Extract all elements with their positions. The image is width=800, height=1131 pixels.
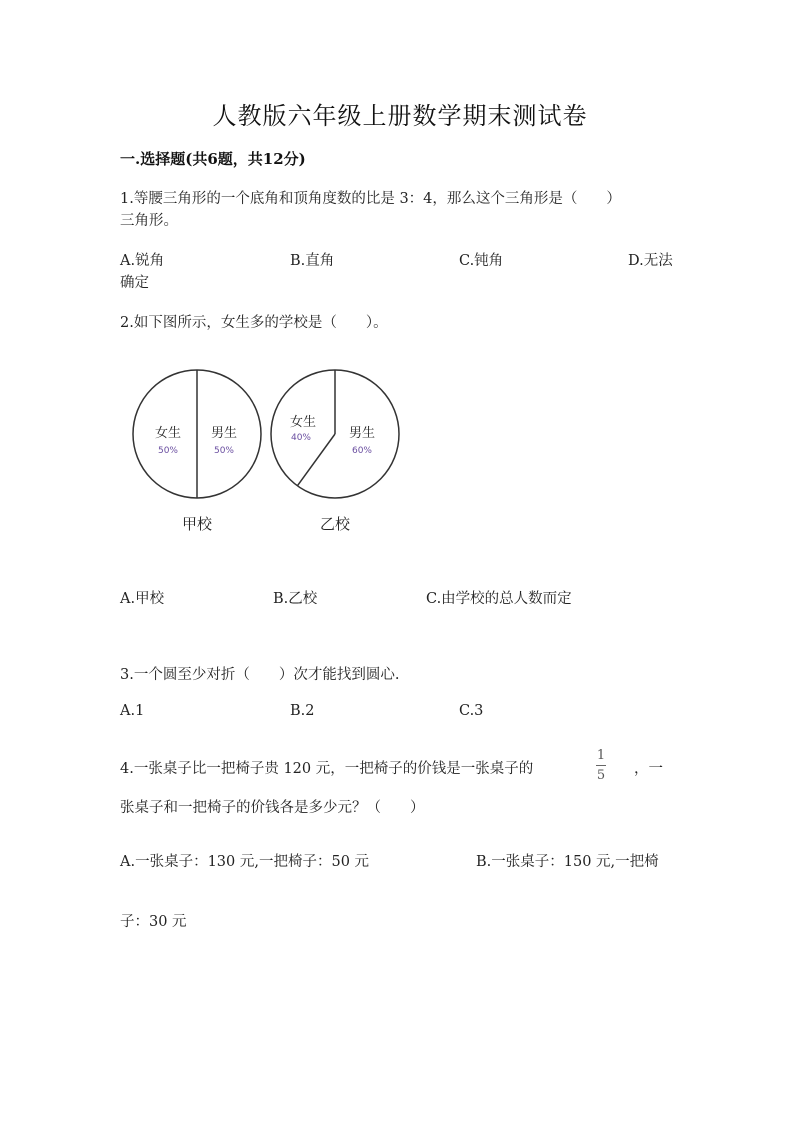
- q1-option-b: B.直角: [290, 253, 335, 269]
- left-pie-boys-label: 男生: [210, 426, 238, 441]
- fraction-one-fifth: [596, 749, 606, 782]
- q2-option-a: A.甲校: [120, 591, 165, 607]
- question-1-text: 1.等腰三角形的一个底角和顶角度数的比是 3：4，那么这个三角形是（ ）: [120, 191, 621, 207]
- question-4-text-cont: 张桌子和一把椅子的价钱各是多少元？（ ）: [120, 800, 425, 816]
- right-pie-girls-pct: 40%: [290, 433, 312, 443]
- q4-option-a: A.一张桌子：130 元,一把椅子：50 元: [120, 854, 370, 870]
- right-pie-boys-label: 男生: [348, 426, 376, 441]
- question-3-text: 3.一个圆至少对折（ ）次才能找到圆心.: [120, 667, 400, 683]
- q1-option-a: A.锐角: [120, 253, 165, 269]
- q1-option-d: D.无法: [628, 253, 673, 269]
- pie-charts-figure: [120, 360, 400, 545]
- q3-option-c: C.3: [459, 703, 484, 719]
- right-pie-caption: 乙校: [319, 515, 351, 533]
- question-1-text-cont: 三角形。: [120, 213, 178, 229]
- fraction-bar: [596, 765, 606, 766]
- question-4-text: 4.一张桌子比一把椅子贵 120 元，一把椅子的价钱是一张桌子的: [120, 761, 534, 777]
- right-pie-boys-pct: 60%: [351, 446, 373, 456]
- left-pie-girls-pct: 50%: [157, 446, 179, 456]
- right-pie-girls-label: 女生: [289, 415, 317, 430]
- q1-option-d-cont: 确定: [120, 275, 149, 291]
- page-title: 人教版六年级上册数学期末测试卷: [212, 102, 588, 130]
- left-pie-boys-pct: 50%: [213, 446, 235, 456]
- q4-option-b-cont: 子：30 元: [120, 914, 187, 930]
- q3-option-b: B.2: [290, 703, 315, 719]
- section-heading: 一.选择题(共6题，共12分): [120, 150, 306, 168]
- q4-option-b: B.一张桌子：150 元,一把椅: [476, 854, 659, 870]
- left-pie-girls-label: 女生: [154, 426, 182, 441]
- q2-option-b: B.乙校: [273, 591, 318, 607]
- q1-option-c: C.钝角: [459, 253, 504, 269]
- fraction-denominator: 5: [596, 768, 606, 783]
- q3-option-a: A.1: [120, 703, 145, 719]
- left-pie-caption: 甲校: [181, 515, 213, 533]
- q2-option-c: C.由学校的总人数而定: [426, 591, 572, 607]
- question-2-text: 2.如下图所示，女生多的学校是（ ）。: [120, 315, 388, 331]
- fraction-numerator: 1: [596, 748, 606, 763]
- question-4-text-tail: ，一: [634, 761, 663, 777]
